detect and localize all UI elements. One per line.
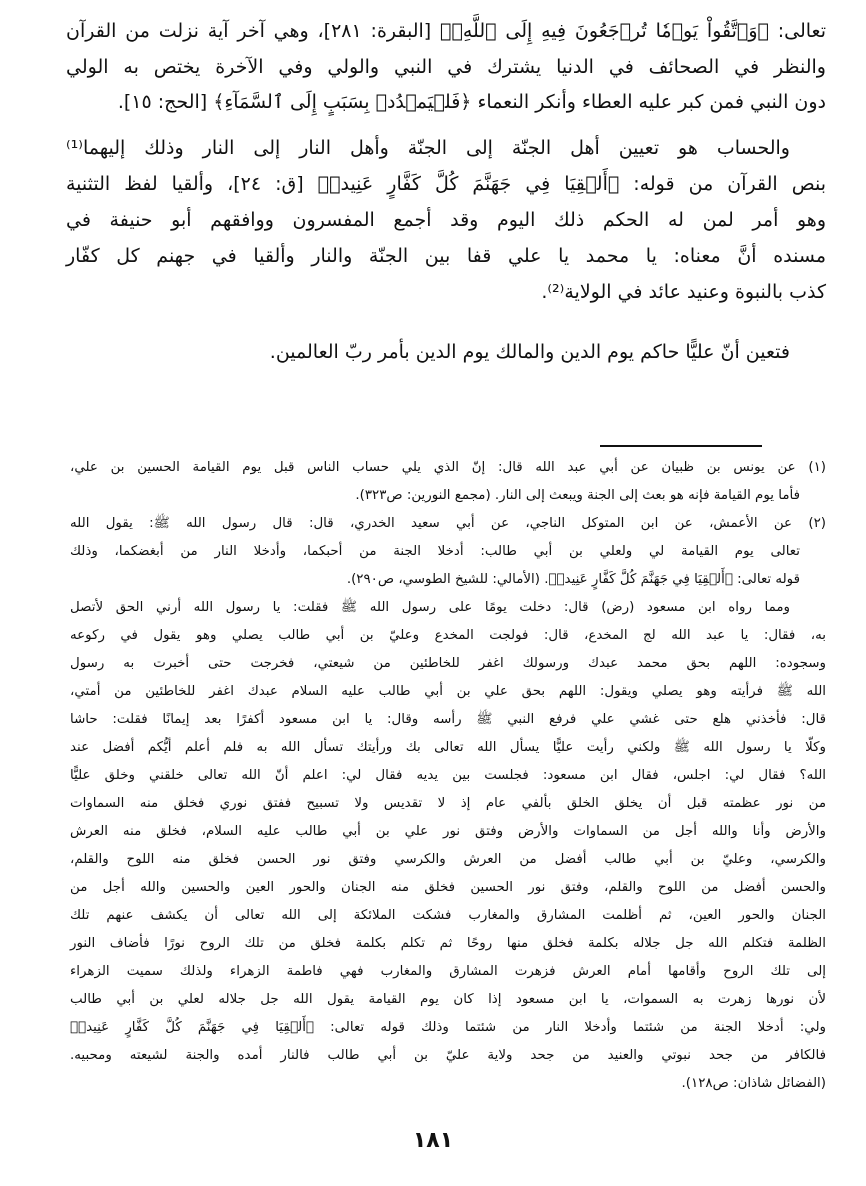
footnote-line: به، فقال: يا عبد الله لج المخدع، قال: فولجت المخدع وعليّ بن أبي طالب يصلي وهو يقول في ركوعه [70,628,826,643]
footnote-separator [600,445,762,447]
footnote-line: لأن نورها زهرت به السموات، يا ابن مسعود إذا كان يوم القيامة يقول الله جل جلاله لعلي بن أبي طالب [70,992,826,1007]
footnote-line: والأرض وأنا والله أجل من السماوات والأرض وفتق نور علي بن أبي طالب عليه السلام، فخلق منه العرش [70,824,826,839]
footnote-line: فالكافر من جحد نبوتي والعنيد من جحد ولاية عليّ بن أبي طالب فالنار أمده والجنة لشيعته ومحبيه. [70,1048,826,1063]
main-line: كذب بالنبوة وعنيد عائد في الولاية⁽²⁾. [541,281,826,303]
footnote-line: (الفضائل شاذان: ص١٢٨). [681,1076,826,1091]
main-line: والحساب هو تعيين أهل الجنّة إلى الجنّة وأهل النار إلى النار وذلك إليهما⁽¹⁾ [66,137,790,159]
footnote-line: وسجوده: اللهم بحق محمد عبدك ورسولك اغفر للخاطئين من شيعتي، فخرجت حتى أخبرت به رسول [70,656,826,671]
main-line: دون النبي فمن كبر عليه العطاء وأنكر النعماء ﴿فَلۡيَمۡدُدۡ بِسَبَبٍ إِلَى ٱلسَّمَآءِ﴾ [الحج: ١٥]. [117,91,826,113]
main-line: مسنده أنَّ معناه: يا محمد يا علي قفا بين الجنّة والنار وألقيا في جهنم كل كفّار [66,245,826,267]
footnote-line: الظلمة فتكلم الله جل جلاله بكلمة فخلق منها روحًا ثم تكلم بكلمة فخلق من تلك الروح نورًا فأضاف النور [70,936,826,951]
page-number: ١٨١ [412,1128,454,1153]
footnote-line: قال: فأخذني هلع حتى غشي علي فرفع النبي ﷺ رأسه وقال: يا ابن مسعود أكفرًا بعد إيمانًا فقلت: حاشا [70,712,826,727]
footnote-line: من نور عظمته قبل أن يخلق الخلق بألفي عام إذ لا تقديس ولا تسبيح ففتق نوري فخلق منه السماوات [70,796,826,811]
main-line: بنص القرآن من قوله: ﴿أَلۡقِيَا فِي جَهَنَّمَ كُلَّ كَفَّارٍ عَنِيدٖ﴾ [ق: ٢٤]، وألقيا لفظ التثنية [66,173,826,195]
footnote-line: والكرسي، وعليّ بن أبي طالب أفضل من العرش والكرسي وفتق نور الحسن فخلق منه اللوح والقلم، [70,852,826,867]
main-line: تعالى: ﴿وَٱتَّقُواْ يَوۡمٗا تُرۡجَعُونَ فِيهِ إِلَى ٱللَّهِۖ﴾ [البقرة: ٢٨١]، وهي آخر آية نزلت من القرآن [66,20,826,42]
footnote-line: قوله تعالى: ﴿أَلۡقِيَا فِي جَهَنَّمَ كُلَّ كَفَّارٍ عَنِيدٖ﴾. (الأمالي: للشيخ الطوسي، ص٢٩٠). [346,572,800,587]
footnote-line: وكلّا يا رسول الله ﷺ ولكني رأيت عليًّا يسأل الله تعالى بك ورأيتك تسأل الله به فلم أعلم أيُّكم أفضل عند [70,740,826,755]
footnote-line: إلى تلك الروح وأقامها أمام العرش فزهرت المشارق والمغارب فهي فاطمة الزهراء ولذلك سميت الزهراء [70,964,826,979]
footnote-line: تعالى يوم القيامة لي ولعلي بن أبي طالب: أدخلا الجنة من أحبكما، وأدخلا النار من أبغضكما، وذلك [70,544,800,559]
main-line: وهو أمر لمن له الحكم ذلك اليوم وقد أجمع المفسرون ووافقهم أبو حنيفة في [66,209,826,231]
footnote-line: الجنان والحور العين، ثم أظلمت المشارق والمغارب فشكت الملائكة إلى الله تعالى أن يكشف عنهم تلك [70,908,826,923]
footnote-line: الله؟ فقال لي: اجلس، فقال ابن مسعود: فجلست بين يديه فقال لي: اعلم أنّ الله تعالى خلقني وخلق عليًّا [70,768,826,783]
footnote-line: فأما يوم القيامة فإنه هو بعث إلى الجنة ويبعث إلى النار. (مجمع النورين: ص٣٢٣). [355,488,800,503]
footnote-line: (٢) عن الأعمش، عن ابن المتوكل الناجي، عن أبي سعيد الخدري، قال: قال رسول الله ﷺ: يقول الله [70,516,826,531]
footnote-line: ولي: أدخلا الجنة من شئتما وأدخلا النار من شئتما وذلك قوله تعالى: ﴿أَلۡقِيَا فِي جَهَنَّمَ كُلَّ كَفَّارٍ عَنِيدٖ﴾ [70,1020,826,1035]
main-line: فتعين أنّ عليًّا حاكم يوم الدين والمالك يوم الدين بأمر ربّ العالمين. [269,341,790,363]
footnote-line: (١) عن يونس بن ظبيان عن أبي عبد الله قال: إنّ الذي يلي حساب الناس قبل يوم القيامة الحسين بن علي، [70,460,826,475]
footnote-line: والحسن أفضل من اللوح والقلم، وفتق نور الحسين فخلق منه الجنان والحور العين والحسين والله أجل من [70,880,826,895]
footnote-line: ومما رواه ابن مسعود (رض) قال: دخلت يومًا على رسول الله ﷺ فقلت: يا رسول الله أرني الحق لأتصل [70,600,790,615]
footnote-line: الله ﷺ فرأيته وهو يصلي ويقول: اللهم بحق علي بن أبي طالب عليه السلام عبدك اغفر للخاطئين من أمتي، [70,684,826,699]
main-line: والنظر في الصحائف في الدنيا يشترك في النبي والولي وفي الآخرة يختص به الولي [66,56,826,78]
